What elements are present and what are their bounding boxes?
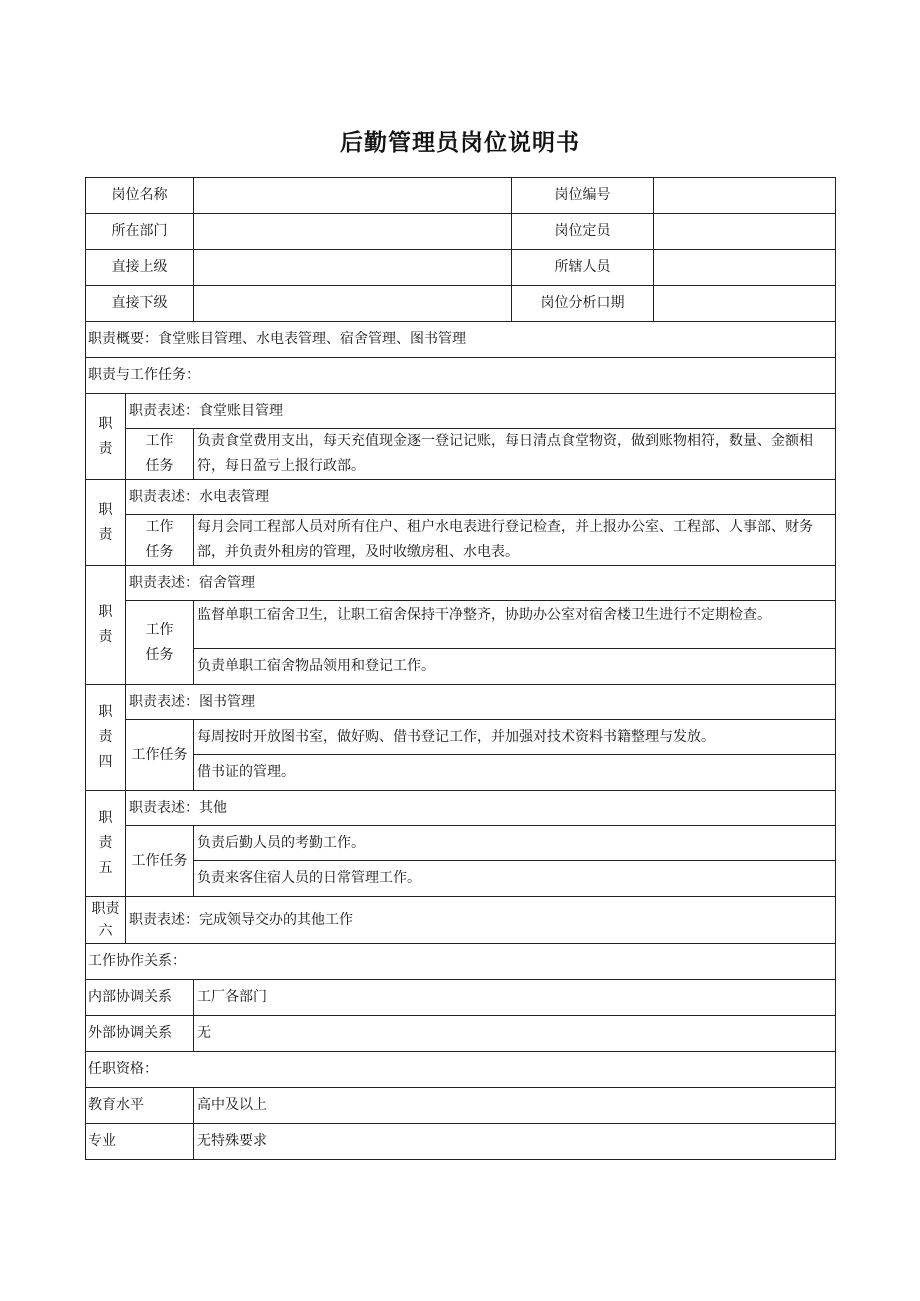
duty-6-desc: 职责表述：完成领导交办的其他工作 xyxy=(126,897,836,944)
duty-4-task-1: 每周按时开放图书室，做好购、借书登记工作，并加强对技术资料书籍整理与发放。 xyxy=(194,720,836,755)
duty-2-task-row xyxy=(86,515,836,566)
duty-5-task-row-2 xyxy=(86,861,836,897)
duty-2-label: 职责 xyxy=(86,480,126,566)
duty-3-task-row-2 xyxy=(86,649,836,685)
duty-2-desc: 职责表述：水电表管理 xyxy=(126,480,836,515)
duty-3-label: 职责 xyxy=(86,566,126,685)
duty-5-desc-row xyxy=(86,791,836,826)
duty-4-label: 职责四 xyxy=(86,685,126,791)
row-superior xyxy=(86,250,836,286)
staff-label: 所辖人员 xyxy=(512,250,654,286)
duty-5-task-row-1 xyxy=(86,826,836,861)
duty-6-label: 职责六 xyxy=(86,897,126,944)
duty-3-task-2: 负责单职工宿舍物品领用和登记工作。 xyxy=(194,649,836,685)
row-internal xyxy=(86,980,836,1016)
analysis-date-label: 岗位分析口期 xyxy=(512,286,654,322)
row-external xyxy=(86,1016,836,1052)
row-qual-heading xyxy=(86,1052,836,1088)
document-title: 后勤管理员岗位说明书 xyxy=(340,130,580,156)
duty-1-task-label: 工作任务 xyxy=(126,429,194,480)
row-education xyxy=(86,1088,836,1124)
duty-5-desc: 职责表述：其他 xyxy=(126,791,836,826)
duty-3-task-1: 监督单职工宿舍卫生，让职工宿舍保持干净整齐，协助办公室对宿舍楼卫生进行不定期检查。 xyxy=(194,601,836,649)
headcount-value xyxy=(654,214,836,250)
duty-2-task-label: 工作任务 xyxy=(126,515,194,566)
row-collab-heading xyxy=(86,944,836,980)
education-label: 教育水平 xyxy=(86,1088,194,1124)
external-value: 无 xyxy=(194,1016,836,1052)
qualification-heading: 任职资格： xyxy=(86,1052,836,1088)
superior-value xyxy=(194,250,512,286)
row-summary xyxy=(86,322,836,358)
duty-3-task-label: 工作任务 xyxy=(126,601,194,685)
duty-1-desc-row xyxy=(86,394,836,429)
row-department xyxy=(86,214,836,250)
duty-5-task-label: 工作任务 xyxy=(126,826,194,897)
department-label: 所在部门 xyxy=(86,214,194,250)
duty-2-desc-row xyxy=(86,480,836,515)
duty-1-desc: 职责表述：食堂账目管理 xyxy=(126,394,836,429)
duty-3-desc: 职责表述：宿舍管理 xyxy=(126,566,836,601)
duty-4-task-row-1 xyxy=(86,720,836,755)
staff-value xyxy=(654,250,836,286)
job-code-label: 岗位编号 xyxy=(512,178,654,214)
duty-1-task: 负责食堂费用支出，每天充值现金逐一登记记账，每日清点食堂物资，做到账物相符，数量、金额相符，每日盈亏上报行政部。 xyxy=(194,429,836,480)
duty-summary: 职责概要：食堂账目管理、水电表管理、宿舍管理、图书管理 xyxy=(86,322,836,358)
department-value xyxy=(194,214,512,250)
duty-3-task-row-1 xyxy=(86,601,836,649)
duty-4-task-label: 工作任务 xyxy=(126,720,194,791)
job-description-table xyxy=(85,177,836,1160)
duty-5-label: 职责五 xyxy=(86,791,126,897)
duty-2-task: 每月会同工程部人员对所有住户、租户水电表进行登记检查，并上报办公室、工程部、人事部、财务部，并负责外租房的管理，及时收缴房租、水电表。 xyxy=(194,515,836,566)
duty-3-desc-row xyxy=(86,566,836,601)
job-name-value xyxy=(194,178,512,214)
headcount-label: 岗位定员 xyxy=(512,214,654,250)
major-value: 无特殊要求 xyxy=(194,1124,836,1160)
analysis-date-value xyxy=(654,286,836,322)
duty-6-row xyxy=(86,897,836,944)
job-name-label: 岗位名称 xyxy=(86,178,194,214)
external-label: 外部协调关系 xyxy=(86,1016,194,1052)
duty-4-task-2: 借书证的管理。 xyxy=(194,755,836,791)
internal-value: 工厂各部门 xyxy=(194,980,836,1016)
duty-5-task-2: 负责来客住宿人员的日常管理工作。 xyxy=(194,861,836,897)
education-value: 高中及以上 xyxy=(194,1088,836,1124)
subordinate-label: 直接下级 xyxy=(86,286,194,322)
duty-1-task-row xyxy=(86,429,836,480)
duty-4-desc: 职责表述：图书管理 xyxy=(126,685,836,720)
row-job-name xyxy=(86,178,836,214)
internal-label: 内部协调关系 xyxy=(86,980,194,1016)
row-subordinate xyxy=(86,286,836,322)
subordinate-value xyxy=(194,286,512,322)
row-major xyxy=(86,1124,836,1160)
collab-heading: 工作协作关系： xyxy=(86,944,836,980)
duty-1-label: 职责 xyxy=(86,394,126,480)
job-code-value xyxy=(654,178,836,214)
duty-4-task-row-2 xyxy=(86,755,836,791)
superior-label: 直接上级 xyxy=(86,250,194,286)
row-duties-heading xyxy=(86,358,836,394)
major-label: 专业 xyxy=(86,1124,194,1160)
duties-heading: 职责与工作任务： xyxy=(86,358,836,394)
duty-4-desc-row xyxy=(86,685,836,720)
duty-5-task-1: 负责后勤人员的考勤工作。 xyxy=(194,826,836,861)
